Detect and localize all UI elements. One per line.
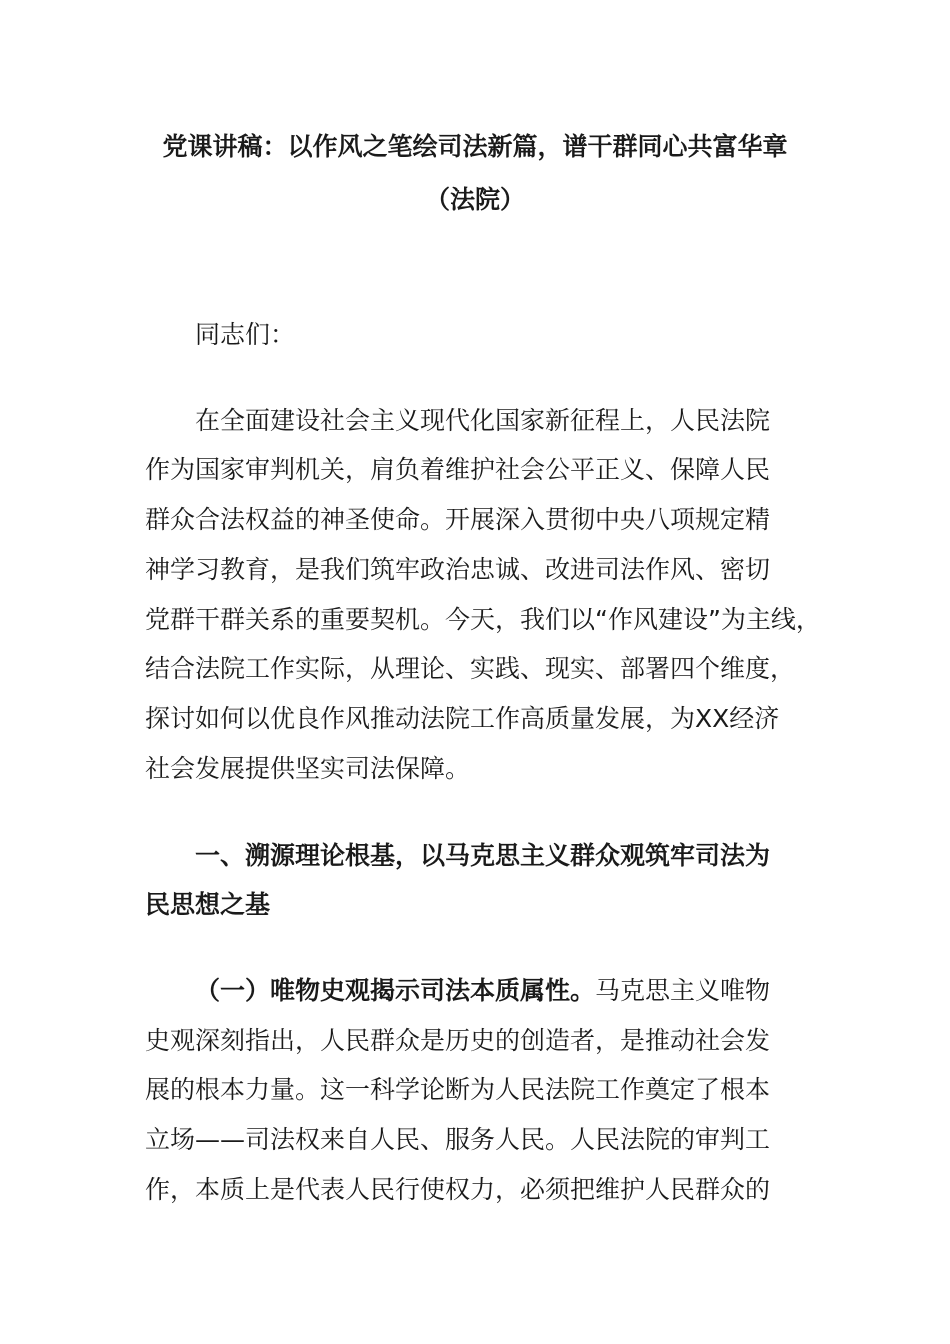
subsection-line: 作，本质上是代表人民行使权力，必须把维护人民群众的 [145,1175,771,1204]
intro-line: 探讨如何以优良作风推动法院工作高质量发展，为XX经济 [145,704,780,733]
document-title: 党课讲稿：以作风之笔绘司法新篇，谱干群同心共富华章 [162,132,788,161]
intro-line: 作为国家审判机关，肩负着维护社会公平正义、保障人民 [145,455,771,484]
document-title-subtitle: （法院） [424,185,525,214]
subsection-line: 史观深刻指出，人民群众是历史的创造者，是推动社会发 [145,1026,771,1055]
intro-line: 结合法院工作实际，从理论、实践、现实、部署四个维度， [145,654,796,683]
section-heading: 一、溯源理论根基，以马克思主义群众观筑牢司法为 [195,841,771,870]
intro-line: 社会发展提供坚实司法保障。 [145,754,471,783]
salutation: 同志们： [195,320,296,349]
intro-line: 群众合法权益的神圣使命。开展深入贯彻中央八项规定精 [145,505,771,534]
intro-line: 在全面建设社会主义现代化国家新征程上，人民法院 [195,406,771,435]
intro-line: 党群干群关系的重要契机。今天，我们以“作风建设”为主线， [145,605,821,634]
subsection-heading: （一）唯物史观揭示司法本质属性。 [195,976,596,1005]
section-heading-continued: 民思想之基 [145,890,271,919]
subsection-text: 马克思主义唯物 [595,976,771,1005]
subsection-line: 立场——司法权来自人民、服务人民。人民法院的审判工 [145,1125,771,1154]
subsection-first-line [195,974,770,1008]
subsection-line: 展的根本力量。这一科学论断为人民法院工作奠定了根本 [145,1075,771,1104]
intro-line: 神学习教育，是我们筑牢政治忠诚、改进司法作风、密切 [145,555,771,584]
